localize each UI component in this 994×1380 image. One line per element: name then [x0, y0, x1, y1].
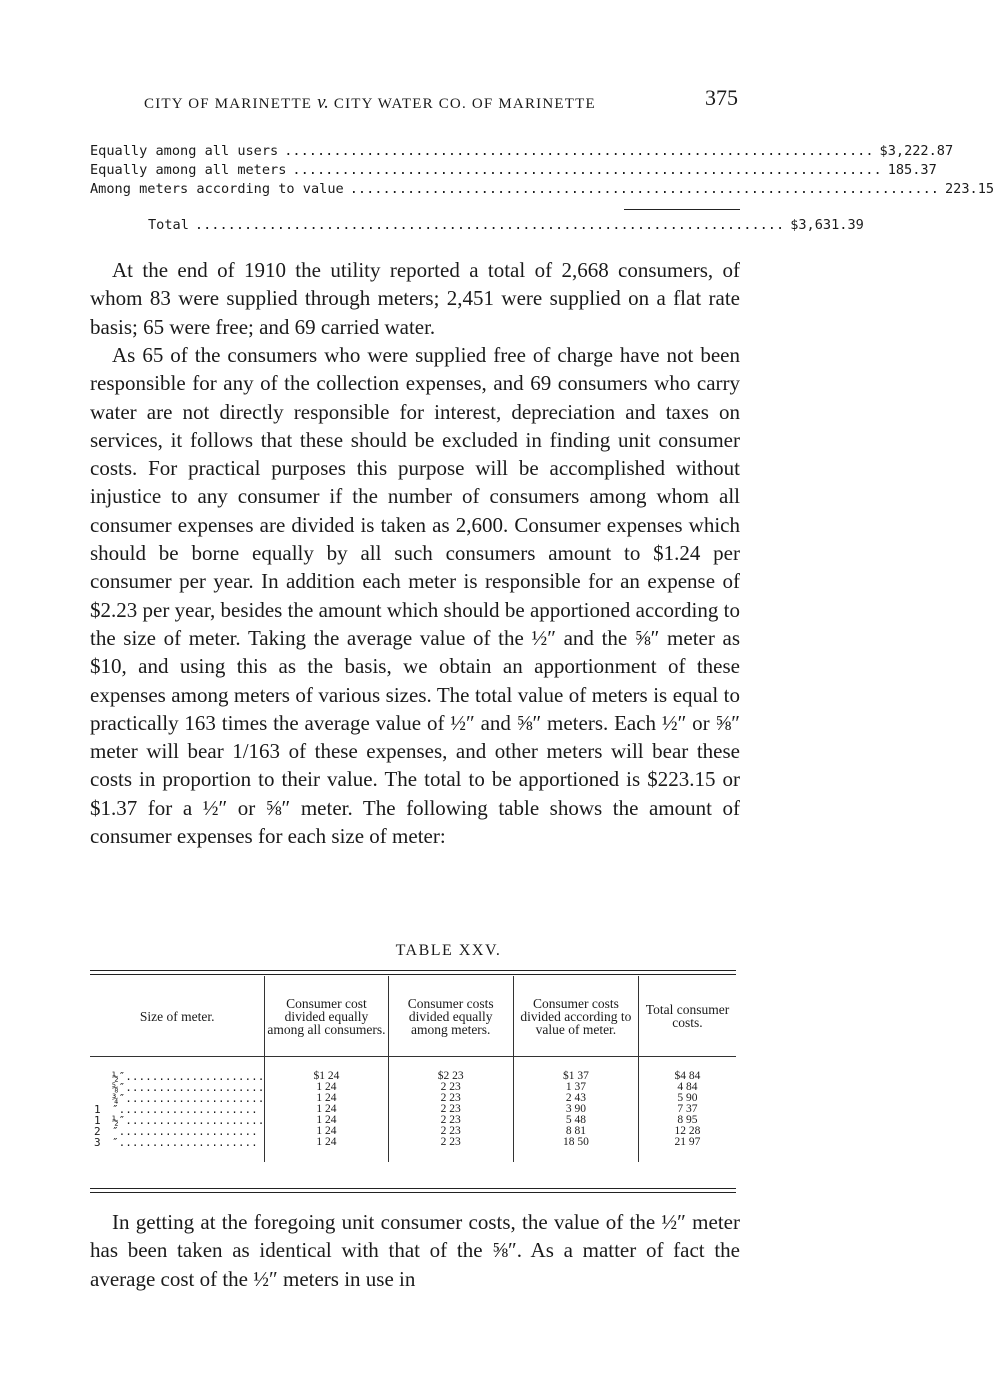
distribution-label: Among meters according to value	[90, 181, 344, 197]
cell-all: 1 24	[265, 1137, 388, 1148]
dot-leader: ........................................................................	[284, 143, 874, 159]
dot-leader: ........................................................................	[349, 181, 939, 197]
col-header-among-meters: Consumer costs divided equally among meters.	[388, 976, 513, 1057]
cell-size: ⅝″.....................	[112, 1081, 265, 1094]
cell-value: 5 48	[513, 1115, 638, 1126]
consumer-cost-table	[90, 976, 736, 1162]
cell-all: 1 24	[265, 1115, 388, 1126]
distribution-row	[90, 142, 954, 161]
paragraph-half-inch-meter	[90, 1208, 740, 1293]
cell-all: 1 24	[265, 1093, 388, 1104]
cell-size: ½″.....................	[112, 1070, 265, 1083]
cell-value: 18 50	[513, 1137, 638, 1148]
table-top-rule	[90, 974, 736, 975]
distribution-amount: $3,222.87	[879, 143, 954, 159]
cell-total: $4 84	[638, 1071, 736, 1082]
cell-size: 1 ″.....................	[94, 1103, 258, 1116]
cell-total: 21 97	[638, 1137, 736, 1148]
paragraph-apportionment	[90, 341, 740, 850]
dot-leader: ........................................................................	[292, 162, 882, 178]
distribution-amount: 223.15	[944, 181, 994, 197]
paragraph-text: At the end of 1910 the utility reported a total of 2,668 consumers, of whom 83 were supplied through meters; 2,451 were supplied on a flat rate basis; 65 were free; and 69 carried water.	[90, 258, 740, 339]
table-top-rule	[90, 970, 736, 971]
cell-total: 8 95	[638, 1115, 736, 1126]
title-right: CITY WATER CO. OF MARINETTE	[333, 96, 596, 112]
cell-value: 3 90	[513, 1104, 638, 1115]
col-header-size: Size of meter.	[90, 976, 265, 1057]
table-caption: TABLE XXV.	[395, 942, 502, 959]
cell-total: 4 84	[638, 1082, 736, 1093]
title-versus: v.	[317, 92, 329, 113]
running-title	[144, 92, 596, 114]
dot-leader: ........................................................................	[194, 217, 785, 233]
distribution-row	[90, 161, 937, 180]
cell-all: $1 24	[265, 1071, 388, 1082]
col-header-total: Total consumer costs.	[638, 976, 736, 1057]
running-header	[144, 82, 738, 114]
distribution-amount: 185.37	[887, 162, 937, 178]
cell-meters: 2 23	[388, 1137, 513, 1148]
total-label: Total	[148, 217, 189, 233]
cell-meters: 2 23	[388, 1126, 513, 1137]
cell-size: 3 ″.....................	[94, 1136, 258, 1149]
table-row	[90, 1137, 736, 1148]
total-amount: $3,631.39	[790, 217, 864, 233]
title-left: CITY OF MARINETTE	[144, 96, 313, 112]
cell-meters: 2 23	[388, 1104, 513, 1115]
distribution-row	[90, 180, 994, 199]
distribution-label: Equally among all meters	[90, 162, 287, 178]
table-header-row	[90, 976, 736, 1057]
cell-total: 12 28	[638, 1126, 736, 1137]
cell-meters: 2 23	[388, 1082, 513, 1093]
paragraph-text: As 65 of the consumers who were supplied free of charge have not been responsible for any of the collection expenses, and 69 consumers who carry water are not directly responsible for interest, depreciation and taxes on services, it follows that these should be excluded in finding unit consumer costs. For practical purposes this purpose will be accomplished without injustice to any consumer if the number of consumers among whom all consumer expenses are divided is taken as 2,600. Consumer expenses which should be borne equally by all such consumers amount to $1.24 per consumer per year. In addition each meter is responsible for an expense of $2.23 per year, besides the amount which should be apportioned according to the size of meter. Taking the average value of the ½″ and the ⅝″ meter as $10, and using this as the basis, we obtain an apportionment of these expenses among meters of various sizes. The total value of meters is equal to practically 163 times the average value of ½″ and ⅝″ meters. Each ½″ or ⅝″ meter will bear 1/163 of these expenses, and other meters will bear these costs in proportion to their value. The total to be apportioned is $223.15 or $1.37 for a ½″ or ⅝″ meter. The following table shows the amount of consumer expenses for each size of meter:	[90, 343, 740, 849]
table-bottom-rule	[90, 1188, 736, 1189]
cell-meters: 2 23	[388, 1093, 513, 1104]
cell-size: 1 ½″.....................	[94, 1114, 265, 1127]
page-number: 375	[705, 85, 738, 110]
cell-all: 1 24	[265, 1104, 388, 1115]
cell-meters: 2 23	[388, 1115, 513, 1126]
paragraph-text: In getting at the foregoing unit consumer costs, the value of the ½″ meter has been taken as identical with that of the ⅝″. As a matter of fact the average cost of the ½″ meters in use in	[90, 1210, 740, 1291]
cell-all: 1 24	[265, 1126, 388, 1137]
cell-value: $1 37	[513, 1071, 638, 1082]
distribution-total-row	[90, 216, 864, 235]
cell-size: ¾″.....................	[112, 1092, 265, 1105]
cell-meters: $2 23	[388, 1071, 513, 1082]
cell-value: 8 81	[513, 1126, 638, 1137]
expense-distribution	[90, 142, 994, 235]
cell-value: 1 37	[513, 1082, 638, 1093]
table-spacer	[90, 1057, 736, 1072]
cell-total: 5 90	[638, 1093, 736, 1104]
distribution-label: Equally among all users	[90, 143, 279, 159]
cell-total: 7 37	[638, 1104, 736, 1115]
cell-all: 1 24	[265, 1082, 388, 1093]
cell-size: 2 ″.....................	[94, 1125, 258, 1138]
table-spacer	[90, 1148, 736, 1162]
table-bottom-rule	[90, 1192, 736, 1193]
cell-value: 2 43	[513, 1093, 638, 1104]
paragraph-consumers-1910	[90, 256, 740, 341]
col-header-by-value: Consumer costs divided according to value of meter.	[513, 976, 638, 1057]
total-rule	[624, 209, 740, 210]
col-header-all-consumers: Consumer cost divided equally among all consumers.	[265, 976, 388, 1057]
